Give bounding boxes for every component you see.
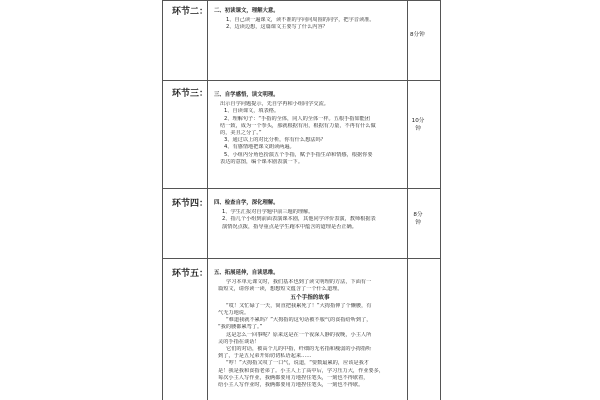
story-line: “难道我就不累吗？”大拇指的这句话被不服气的食指给听到了， <box>226 317 372 324</box>
table-border-top <box>162 0 440 1</box>
row-content <box>214 8 406 32</box>
row-label: 环节五： <box>172 269 209 279</box>
row-label: 环节三： <box>172 89 209 99</box>
story-line: 到了，于是五兄弟开始切切私语起来…… <box>218 353 312 360</box>
table-divider-time <box>407 0 408 400</box>
row-content <box>214 200 406 231</box>
section-title: 四、检查自学，深化理解。 <box>214 200 279 206</box>
story-line: “我的腰都累弯了。” <box>218 324 263 331</box>
content-line: 4、有感情地把课文朗读两遍。 <box>224 144 295 151</box>
time-value: 8分钟 <box>413 212 423 226</box>
story-line: 它们的对话，被高个儿的中指，纤细的无名指和瘦弱的小拇指听 <box>226 346 372 353</box>
content-line: 2、理解句子：“手指的全体，同人的全体一样。五根手指如能团 <box>224 115 371 122</box>
table-border-right <box>440 0 441 400</box>
content-line: 2、指几个小组到前面表演课本剧，其他同学评价表演，教师根据表 <box>222 216 376 223</box>
section-title: 三、自学感悟，读文明理。 <box>214 92 279 98</box>
content-line: 篇短文，请你读一读，想想短文蕴含了一个什么道理。 <box>218 286 343 293</box>
row-divider <box>162 258 440 259</box>
content-line: 演情况点拨，指导重点是学生跑本中蕴含的道理是否正确。 <box>222 223 357 230</box>
story-line: 这是怎么一回事呢？原来这是在一个夜深人静的夜晚，小主人所 <box>226 331 372 338</box>
content-line: 表达的意图，编个课本剧表演一下。 <box>220 158 304 165</box>
content-line: 1、学生汇报对自学题中前三题的理解。 <box>222 209 314 216</box>
row-label: 环节二： <box>172 7 209 17</box>
row-label: 环节四： <box>172 199 209 209</box>
row-divider <box>162 80 440 81</box>
row-content <box>214 270 406 389</box>
content-line: 结一致，成为一个拳头，那就根据有用，根据有力量，不再有什么做 <box>220 122 376 129</box>
content-line: 学习本单元课文时，我们基本也到了读文明理的方法，下面有一 <box>226 279 372 286</box>
story-line: “哼！”大拇指又叹了一口气，说道，“要数最累的，应该是我才 <box>226 360 369 367</box>
table-border-left <box>162 0 163 400</box>
story-line: “哎！又忙碌了一天，简直把我累死了！”大拇指伸了个懒腰，有 <box>226 302 372 309</box>
story-line: 给小主人写作业时，我俩都要用力地捏住笔头，一刻也不得歇。 <box>218 382 364 389</box>
story-line: 是！我是我和食指老弟了。小主人上了高中后，学习压力大，作业要多， <box>218 367 385 374</box>
content-line: 3、通过以上的对比分析，你有什么想法吗？ <box>224 137 326 144</box>
row-divider <box>162 188 440 189</box>
content-line: 5、小组内分角色扮演五个手指，赋予手指生命和情感，根据你要 <box>224 151 373 158</box>
content-line: 1、自读课文，填表格。 <box>224 108 280 115</box>
time-value: 10分钟 <box>411 118 425 132</box>
content-line: 的，美且之分了。” <box>220 130 262 137</box>
content-line: 2、边读边想，这篇课文主要写了什么内容？ <box>226 24 328 31</box>
story-line: 灵的手指在谈话！ <box>218 338 260 345</box>
content-line: 1、自己读一遍课文，读不准的字问问周围的同学，把字音读准。 <box>226 17 375 24</box>
story-line: 气无力地说。 <box>218 310 250 317</box>
story-title: 五个手指的故事 <box>290 294 330 301</box>
time-value: 8分钟 <box>410 32 425 38</box>
content-line: 出示自学问题提示，先自学再和小组同学交流。 <box>220 101 329 108</box>
section-title: 五、拓展延伸，自读思维。 <box>214 270 279 276</box>
row-content <box>214 92 406 166</box>
section-title: 二、初读课文，理解大意。 <box>214 8 279 14</box>
story-line: 每次小主人写作业，我俩都要用力地捏住笔头，一刻也不得歇着， <box>218 374 369 381</box>
